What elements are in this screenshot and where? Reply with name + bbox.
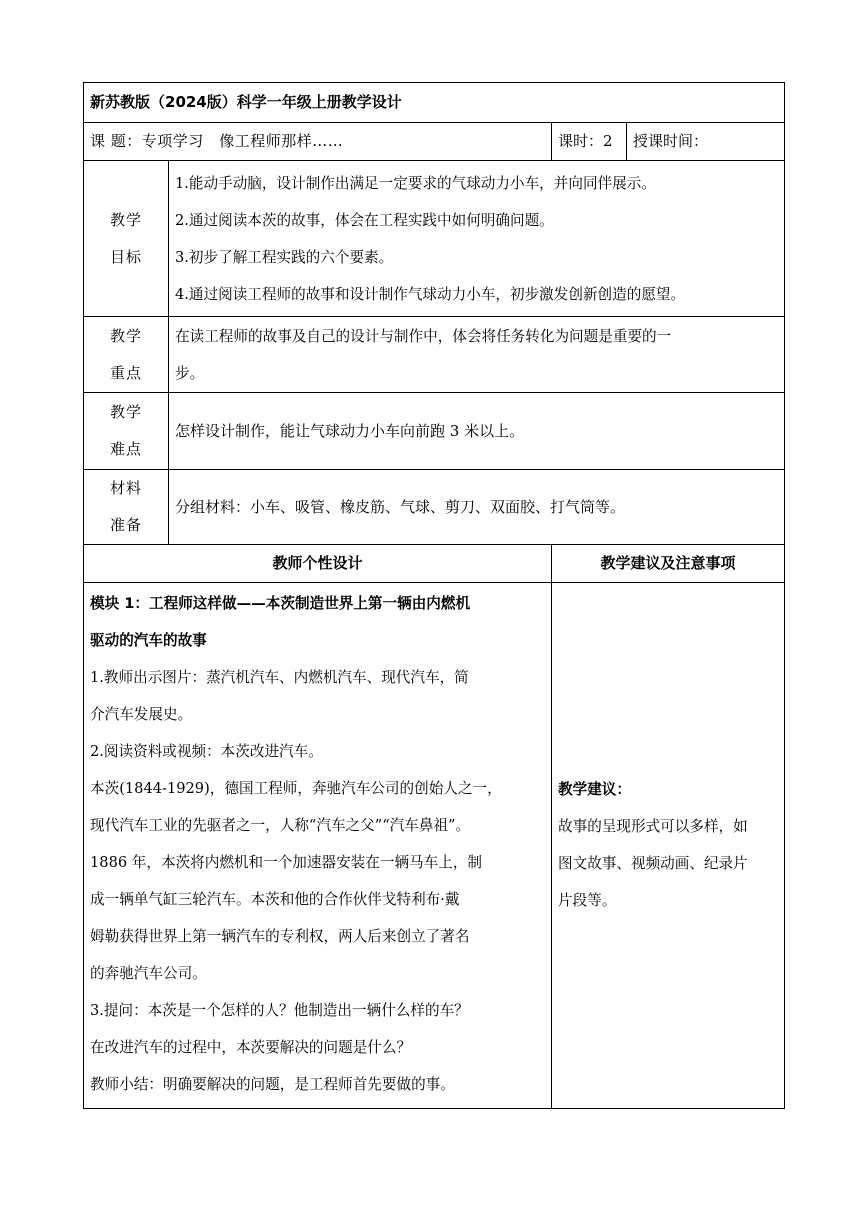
goal-item: 1.能动手动脑，设计制作出满足一定要求的气球动力小车，并向同伴展示。 <box>175 174 656 192</box>
goals-label-line1: 教学 <box>109 210 142 229</box>
topic-row <box>84 123 785 161</box>
module-line: 在改进汽车的过程中，本茨要解决的问题是什么？ <box>90 1039 412 1056</box>
module-line: 3.提问：本茨是一个怎样的人？他制造出一辆什么样的车？ <box>90 1002 469 1019</box>
key-line: 步。 <box>175 364 205 382</box>
module-line: 现代汽车工业的先驱者之一，人称“汽车之父”“汽车鼻祖”。 <box>90 817 471 834</box>
lesson-topic: 课 题：专项学习 像工程师那样…… <box>84 123 552 161</box>
document-title: 新苏教版（2024版）科学一年级上册教学设计 <box>84 83 785 123</box>
lesson-time: 授课时间： <box>627 123 785 161</box>
goal-item: 2.通过阅读本茨的故事，体会在工程实践中如何明确问题。 <box>175 211 554 229</box>
materials-row <box>84 470 785 545</box>
key-content <box>169 317 785 393</box>
advice-heading: 教学建议： <box>558 781 631 798</box>
advice-header: 教学建议及注意事项 <box>552 545 785 583</box>
key-label-line1: 教学 <box>109 326 142 345</box>
materials-label <box>84 470 169 545</box>
design-header-row <box>84 545 785 583</box>
module-title-line: 模块 1：工程师这样做——本茨制造世界上第一辆由内燃机 <box>90 595 471 612</box>
teacher-design-header: 教师个性设计 <box>84 545 552 583</box>
lesson-plan-table <box>83 82 785 1109</box>
difficulty-row <box>84 393 785 470</box>
goals-row <box>84 161 785 317</box>
goals-label <box>84 161 169 317</box>
advice-content <box>552 583 785 1109</box>
materials-label-line2: 准备 <box>109 516 142 534</box>
module-line: 1.教师出示图片：蒸汽机汽车、内燃机汽车、现代汽车，简 <box>90 669 469 686</box>
difficulty-label-line1: 教学 <box>109 403 142 421</box>
advice-line: 故事的呈现形式可以多样，如 <box>558 818 748 835</box>
key-row <box>84 317 785 393</box>
goals-label-line2: 目标 <box>109 247 142 266</box>
advice-line: 片段等。 <box>558 892 617 909</box>
module-line: 本茨(1844-1929)，德国工程师，奔驰汽车公司的创始人之一， <box>90 780 502 797</box>
module-line: 介汽车发展史。 <box>90 706 193 723</box>
module-line: 的奔驰汽车公司。 <box>90 965 207 982</box>
module-content <box>84 583 552 1109</box>
module-line: 2.阅读资料或视频：本茨改进汽车。 <box>90 743 323 760</box>
module-line: 1886 年，本茨将内燃机和一个加速器安装在一辆马车上，制 <box>90 854 483 871</box>
difficulty-label <box>84 393 169 470</box>
module-row <box>84 583 785 1109</box>
materials-label-line1: 材料 <box>109 479 142 497</box>
key-label-line2: 重点 <box>109 363 142 382</box>
module-line: 成一辆单气缸三轮汽车。本茨和他的合作伙伴戈特利布·戴 <box>90 891 460 908</box>
key-line: 在读工程师的故事及自己的设计与制作中，体会将任务转化为问题是重要的一 <box>175 327 672 345</box>
difficulty-label-line2: 难点 <box>109 440 142 458</box>
title-row <box>84 83 785 123</box>
module-line: 教师小结：明确要解决的问题，是工程师首先要做的事。 <box>90 1076 455 1093</box>
module-line: 姆勒获得世界上第一辆汽车的专利权，两人后来创立了著名 <box>90 928 470 945</box>
key-label <box>84 317 169 393</box>
goals-content <box>169 161 785 317</box>
module-title-line: 驱动的汽车的故事 <box>90 632 207 649</box>
goal-item: 4.通过阅读工程师的故事和设计制作气球动力小车，初步激发创新创造的愿望。 <box>175 285 686 303</box>
materials-content: 分组材料：小车、吸管、橡皮筋、气球、剪刀、双面胶、打气筒等。 <box>169 470 785 545</box>
advice-line: 图文故事、视频动画、纪录片 <box>558 855 748 872</box>
goal-item: 3.初步了解工程实践的六个要素。 <box>175 248 394 266</box>
difficulty-content: 怎样设计制作，能让气球动力小车向前跑 3 米以上。 <box>169 393 785 470</box>
lesson-period: 课时：2 <box>552 123 627 161</box>
